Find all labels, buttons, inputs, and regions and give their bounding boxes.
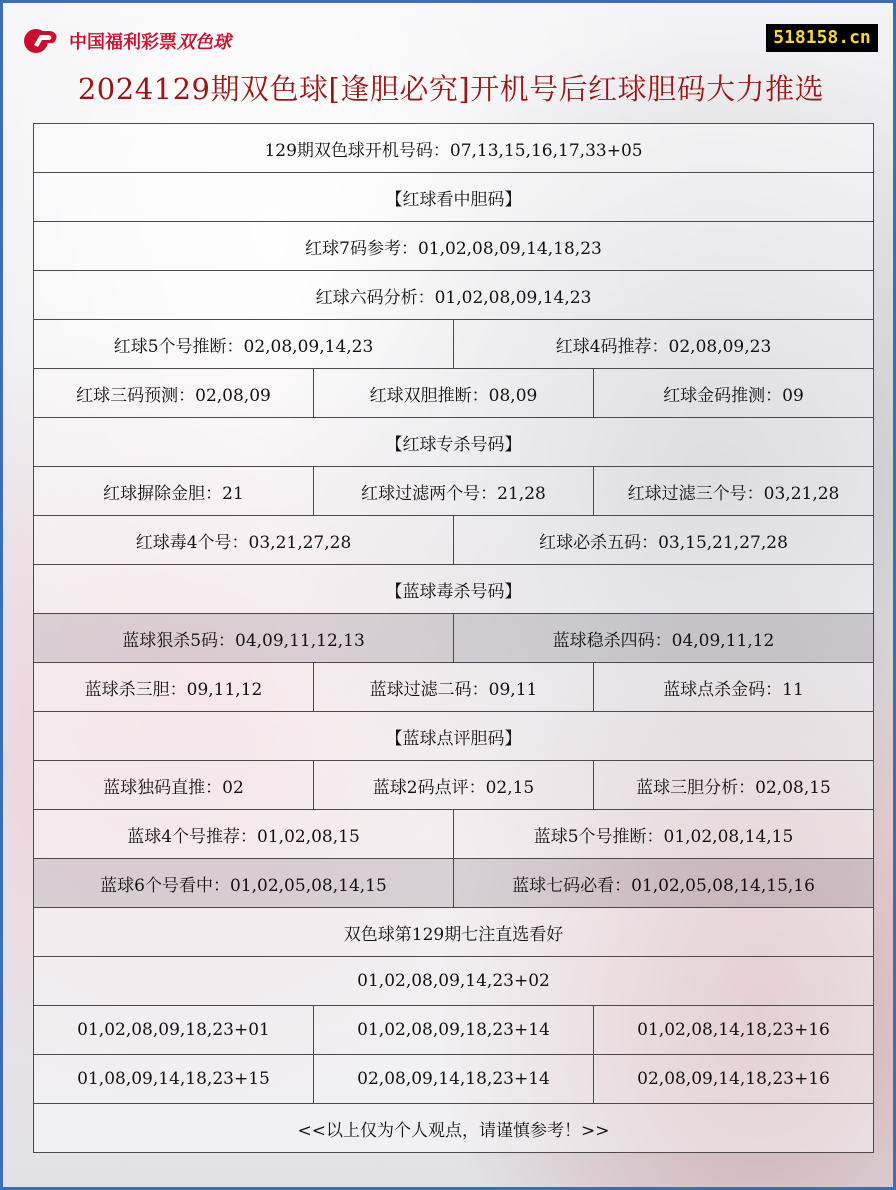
table-row [34, 222, 874, 271]
table-row [34, 810, 874, 859]
blue-pick-1: 蓝球独码直推：02 [34, 761, 314, 810]
table-row [34, 614, 874, 663]
bet-3: 01,02,08,09,18,23+14 [314, 1006, 594, 1055]
bet-7: 02,08,09,14,18,23+16 [594, 1055, 874, 1104]
bet-1: 01,02,08,09,14,23+02 [34, 957, 874, 1006]
red-4-codes: 红球4码推荐：02,08,09,23 [454, 320, 874, 369]
red-gold-code: 红球金码推测：09 [594, 369, 874, 418]
prediction-table [33, 123, 874, 1153]
bet-5: 01,08,09,14,18,23+15 [34, 1055, 314, 1104]
site-badge[interactable]: 518158.cn [766, 24, 878, 52]
table-row [34, 565, 874, 614]
blue-kill-5: 蓝球狠杀5码：04,09,11,12,13 [34, 614, 454, 663]
table-row [34, 173, 874, 222]
bet-6: 02,08,09,14,18,23+14 [314, 1055, 594, 1104]
table-row [34, 516, 874, 565]
logo-product-text: 双色球 [177, 32, 231, 53]
table-row [34, 369, 874, 418]
table-row [34, 761, 874, 810]
blue-pick-6: 蓝球6个号看中：01,02,05,08,14,15 [34, 859, 454, 908]
table-row [34, 1104, 874, 1153]
bet-4: 01,02,08,14,18,23+16 [594, 1006, 874, 1055]
table-row [34, 957, 874, 1006]
blue-kill-1: 蓝球点杀金码：11 [594, 663, 874, 712]
welfare-lottery-icon [23, 25, 65, 57]
disclaimer-footer: <<以上仅为个人观点，请谨慎参考！>> [34, 1104, 874, 1153]
welfare-lottery-logo [23, 25, 231, 57]
red-kill-1: 红球摒除金胆：21 [34, 467, 314, 516]
blue-kill-2: 蓝球过滤二码：09,11 [314, 663, 594, 712]
table-row [34, 712, 874, 761]
blue-pick-7: 蓝球七码必看：01,02,05,08,14,15,16 [454, 859, 874, 908]
logo-brand-text: 中国福利彩票 [69, 32, 177, 53]
table-row [34, 320, 874, 369]
blue-kill-4: 蓝球稳杀四码：04,09,11,12 [454, 614, 874, 663]
section-header-red-core: 【红球看中胆码】 [34, 173, 874, 222]
blue-pick-4: 蓝球4个号推荐：01,02,08,15 [34, 810, 454, 859]
red-3-codes: 红球三码预测：02,08,09 [34, 369, 314, 418]
red-6-codes: 红球六码分析：01,02,08,09,14,23 [34, 271, 874, 320]
red-kill-3: 红球过滤三个号：03,21,28 [594, 467, 874, 516]
table-row [34, 418, 874, 467]
blue-pick-2: 蓝球2码点评：02,15 [314, 761, 594, 810]
table-row [34, 859, 874, 908]
section-header-blue-pick: 【蓝球点评胆码】 [34, 712, 874, 761]
opening-numbers: 129期双色球开机号码：07,13,15,16,17,33+05 [34, 124, 874, 173]
table-row [34, 908, 874, 957]
logo-text [69, 28, 231, 54]
blue-kill-3: 蓝球杀三胆：09,11,12 [34, 663, 314, 712]
red-5-codes: 红球5个号推断：02,08,09,14,23 [34, 320, 454, 369]
blue-pick-3: 蓝球三胆分析：02,08,15 [594, 761, 874, 810]
red-kill-4: 红球毒4个号：03,21,27,28 [34, 516, 454, 565]
page-title: 2024129期双色球[逢胆必究]开机号后红球胆码大力推选 [77, 72, 825, 106]
red-2-codes: 红球双胆推断：08,09 [314, 369, 594, 418]
red-kill-2: 红球过滤两个号：21,28 [314, 467, 594, 516]
table-row [34, 271, 874, 320]
blue-pick-5: 蓝球5个号推断：01,02,08,14,15 [454, 810, 874, 859]
table-row [34, 467, 874, 516]
red-7-codes: 红球7码参考：01,02,08,09,14,18,23 [34, 222, 874, 271]
red-kill-5: 红球必杀五码：03,15,21,27,28 [454, 516, 874, 565]
section-header-blue-kill: 【蓝球毒杀号码】 [34, 565, 874, 614]
table-row [34, 124, 874, 173]
table-row [34, 1055, 874, 1104]
section-header-bets: 双色球第129期七注直选看好 [34, 908, 874, 957]
table-row [34, 1006, 874, 1055]
section-header-red-kill: 【红球专杀号码】 [34, 418, 874, 467]
table-row [34, 663, 874, 712]
bet-2: 01,02,08,09,18,23+01 [34, 1006, 314, 1055]
